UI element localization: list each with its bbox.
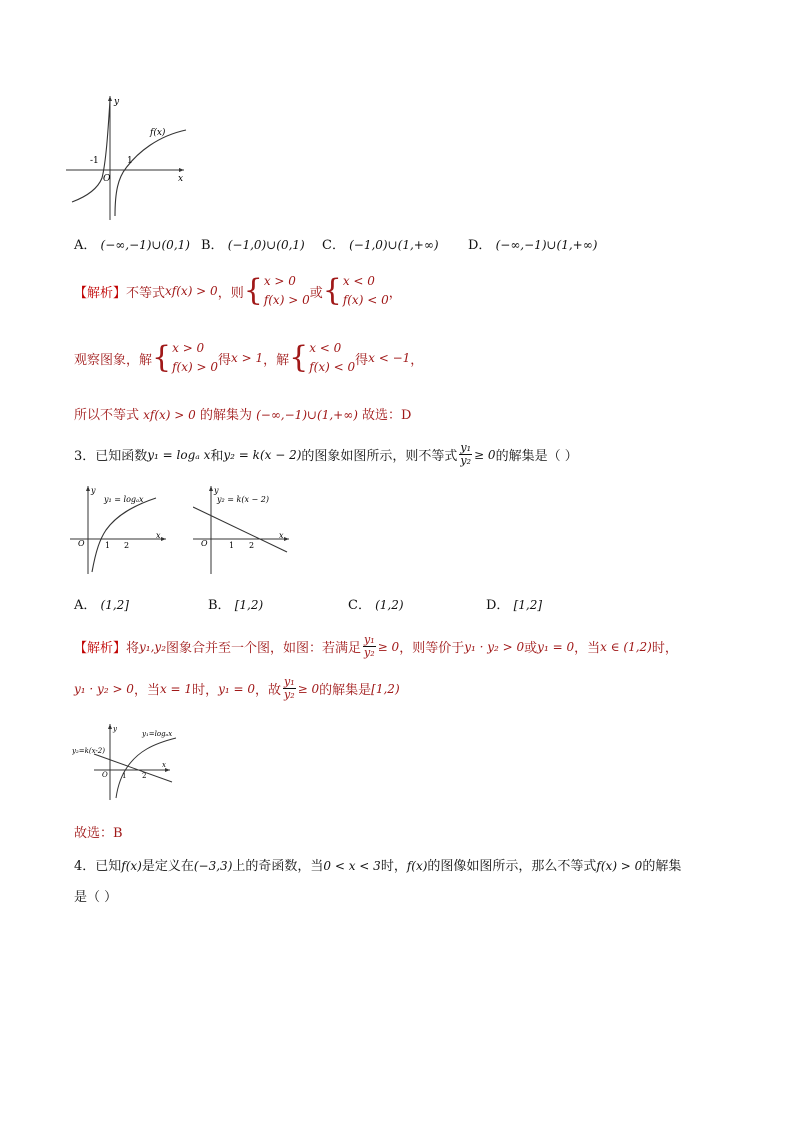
q3-solution-line2: y₁ · y₂ > 0 ，当 x = 1 时， y₁ = 0 ，故 $\frac{\text{y₁}}{\text{y₂}}$ ≥ 0 的解集是 [1,2) (74, 675, 400, 701)
q3-stem: 3．已知函数 y₁ = logₐ x 和 y₂ = k(x − 2) 的图象如图所示，则不等式 $\frac{\text{y₁}}{\text{y₂}}$ ≥ 0 的解集是（ ） (74, 441, 578, 467)
q2-option-a[interactable]: A． (−∞,−1)∪(0,1) (74, 238, 190, 253)
q3-option-c[interactable]: C． (1,2) (348, 598, 404, 613)
svg-text:O: O (102, 771, 108, 779)
q4-stem-line1: 4．已知f(x)是定义在(−3,3)上的奇函数，当0 < x < 3时，f(x)的图像如图所示，那么不等式f(x) > 0的解集 (74, 859, 682, 874)
svg-text:y: y (113, 725, 117, 733)
q3-answer: 故选：B (74, 826, 123, 841)
svg-text:y₂=k(x-2): y₂=k(x-2) (72, 747, 105, 755)
q2-system-2: { x < 0 f(x) < 0 (322, 273, 389, 308)
q2-solution-line2: 观察图象，解 { x > 0 f(x) > 0 得 x > 1 ，解 { x < 0 f(x) < 0 得 x < −1 ， (74, 340, 424, 375)
q2-tick-neg1: -1 (90, 156, 99, 166)
q2-origin: O (103, 174, 111, 184)
q2-option-b[interactable]: B． (−1,0)∪(0,1) (201, 238, 305, 253)
q2-system-4: { x < 0 f(x) < 0 (289, 340, 356, 375)
svg-text:y: y (214, 486, 219, 495)
q3-graph-linear (193, 484, 293, 576)
q2-y-axis-label: y (114, 97, 120, 107)
svg-text:y₁ = logₐx: y₁ = logₐx (104, 495, 144, 504)
q2-system-3: { x > 0 f(x) > 0 (152, 340, 218, 375)
q3-graph-combined (72, 722, 190, 802)
svg-text:y: y (91, 486, 96, 495)
svg-text:1: 1 (105, 541, 111, 550)
q3-option-b[interactable]: B． [1,2) (208, 598, 264, 613)
svg-text:x: x (156, 531, 161, 540)
svg-text:O: O (78, 539, 85, 548)
q3-option-d[interactable]: D． [1,2] (486, 598, 543, 613)
q2-solution-line1: 【解析】 不等式 xf(x) > 0 ，则 { x > 0 f(x) > 0 或 { x < 0 f(x) < 0 ， (74, 273, 402, 308)
svg-text:2: 2 (249, 541, 255, 550)
q3-fraction: $\frac{\text{y₁}}{\text{y₂}}$ (460, 441, 472, 467)
q3-graph-log (70, 484, 170, 576)
svg-text:O: O (201, 539, 208, 548)
q2-function-graph (66, 92, 192, 222)
svg-text:x: x (279, 531, 284, 540)
q2-f-label: f(x) (150, 128, 166, 138)
q4-stem-line2: 是（ ） (74, 890, 118, 905)
svg-text:x: x (162, 761, 166, 769)
svg-text:1: 1 (122, 772, 127, 780)
q2-solution-line3: 所以不等式 xf(x) > 0 的解集为 (−∞,−1)∪(1,+∞) 故选：D (74, 408, 412, 423)
svg-text:y₁=logₐx: y₁=logₐx (142, 730, 173, 738)
svg-text:y₂ = k(x − 2): y₂ = k(x − 2) (217, 495, 269, 504)
svg-text:1: 1 (229, 541, 235, 550)
q3-solution-line1: 【解析】 将 y₁,y₂ 图象合并至一个图，如图：若满足 $\frac{\text{y₁}}{\text{y₂}}$ ≥ 0 ，则等价于 y₁ · y₂ > 0 或 y₁ = 0 ，当 x ∈ (1,2) 时， (74, 633, 678, 659)
q3-option-a[interactable]: A． (1,2] (74, 598, 129, 613)
q2-option-c[interactable]: C． (−1,0)∪(1,+∞) (322, 238, 439, 253)
q2-system-1: { x > 0 f(x) > 0 (243, 273, 310, 308)
svg-text:2: 2 (124, 541, 130, 550)
q2-x-axis-label: x (178, 174, 184, 184)
q2-solution-tag: 【解析】 (74, 285, 127, 301)
q2-option-d[interactable]: D． (−∞,−1)∪(1,+∞) (468, 238, 598, 253)
q2-tick-pos1: 1 (127, 156, 133, 166)
svg-text:2: 2 (142, 772, 147, 780)
